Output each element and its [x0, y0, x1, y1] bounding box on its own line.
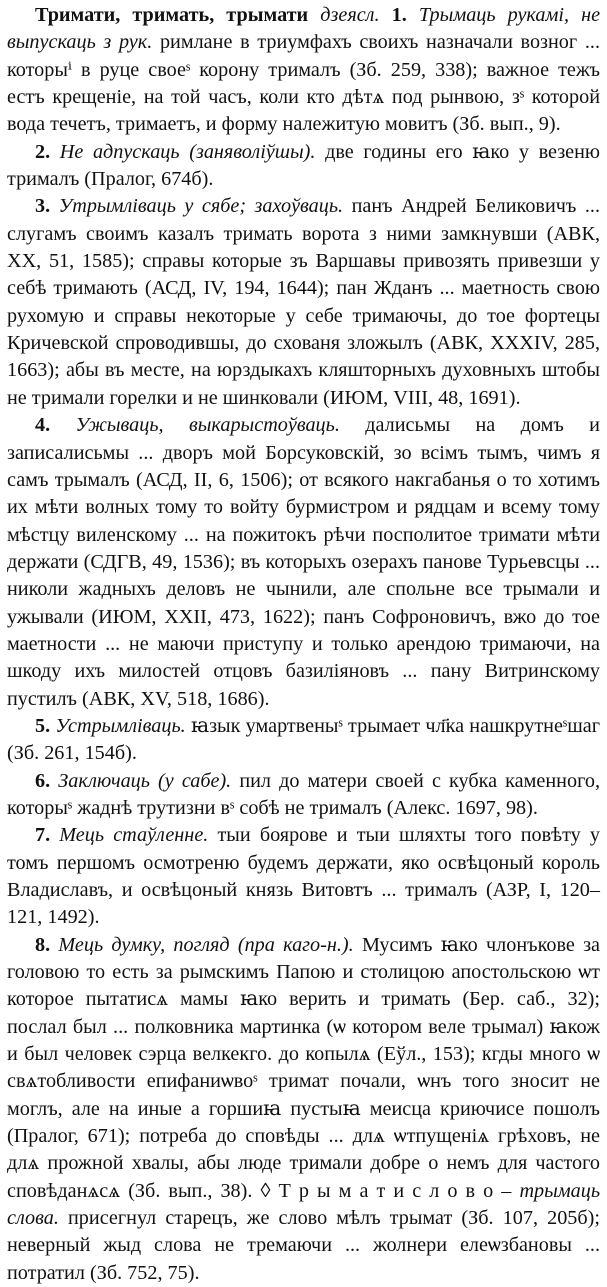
sense-number: 5. — [35, 714, 51, 737]
sense-number: 1. — [391, 4, 407, 26]
sense-definition: Устрымліваць. — [55, 714, 186, 737]
sense-definition: Мець стаўленне. — [59, 824, 209, 847]
sense-text: далисьмы на домъ и записалисьмы ... дворъ мой Борсуковскій, зо всімъ тымъ, чимъ я самъ трымалъ (АСД, II, 6, 1506); от всякого накгабанья о то хотимъ их мѣти волных тому то войту бурмистром и рядцам и всему тому мѣстцу виленскому ... на пожитокъ рѣчи посполитое тримати мѣти держати (СДГВ, 49, 1536); въ которыхъ озерахъ панове Турьевсцы ... николи жадныхъ деловъ не чынили, але спольне все трымали и ужывали (ИЮМ, XXII, 473, 1622); панъ Софроновичъ, вжо до тое маетности ... не маючи приступу и только арендою тримаючи, на шкоду ихъ милостей отцовъ базиліяновъ ... пану Витринскому пустилъ (АВК, XV, 518, 1686). — [7, 414, 600, 710]
sense-text: Мусимъ ꙗко члонъкове за головою то есть за рымскимъ Папою и столицою апостольскою ѡт которое пытатисѧ мамы ꙗко верить и тримать (Бер. саб., 32); послал был ... полковника мартинка (ѡ котором веле трымал) ꙗкож и был человек сэрца велкекго. до копылѧ (Еўл., 153); кгды много ѡ свѧтобливости епифаниѡвоˢ тримат почали, ѡнъ того зносит не моглъ, але на иные а горшиꙗ пустыꙗ меисца криючисе пошолъ (Пралог, 671); потреба до сповѣды ... длѧ ѡтпущеніѧ грѣховъ, не длѧ прожной хвалы, абы люде тримали добре о немъ для частого сповѣданѧсѧ (Зб. вып., 38). — [7, 933, 601, 1202]
sense-text: две годины его ꙗко у везеню трималъ (Пралог, 674б). — [7, 140, 601, 191]
sense-7-paragraph — [7, 822, 600, 931]
sense-number: 8. — [35, 933, 51, 956]
sense-text: римлане в триумфахъ своихъ назначали возног ... которыⁱ в руце своеˢ корону трималъ (Зб. 259, 338); важное тежъ естъ крещеніе, на той часъ, коли кто дѣтѧ под рынвою, зˢ которой вода течетъ, тримаетъ, и форму належитую мовитъ (Зб. вып., 9). — [7, 31, 600, 136]
sense-definition: Не адпускаць (заняволіўшы). — [59, 140, 316, 163]
sense-6-paragraph — [7, 768, 600, 823]
idiom-separator: – — [501, 1179, 512, 1202]
sense-number: 4. — [35, 414, 51, 437]
idiom-phrase: Т р ы м а т и с л о в о — [278, 1179, 494, 1202]
sense-definition: Заключаць (у сабе). — [58, 769, 232, 792]
sense-text: пил до матери своей с кубка каменного, которыˢ жаднѣ трутизни вˢ собѣ не трималъ (Алекс. 1697, 98). — [7, 769, 600, 819]
sense-text: ꙗзык умартвеныˢ трымает чл҃ка нашкрутнеˢшаг (Зб. 261, 154б). — [7, 714, 601, 765]
sense-1-paragraph — [7, 2, 600, 139]
sense-number: 7. — [35, 824, 51, 847]
sense-5-paragraph — [7, 713, 600, 768]
sense-text: панъ Андрей Беликовичъ ... слугамъ своимъ казалъ тримать ворота з ними замкнувши (АВК, XX, 51, 1585); справы которые зъ Варшавы привозять привезши у себѣ тримають (АСД, IV, 194, 1644); пан Жданъ ... маетность свою рухомую и справы некоторые у себе тримаючы, до тое фортецы Кричевской спроводившы, до схованя зложылъ (АВК, XXXIV, 285, 1663); абы въ месте, на юрздыкахъ кляшторныхъ духовныхъ штобы не тримали горелки и не шинковали (ИЮМ, VIII, 48, 1691). — [7, 195, 601, 409]
sense-2-paragraph — [7, 139, 600, 194]
sense-text: тыи боярове и тыи шляхты того повѣту у томъ першомъ осмотреню будемъ держати, яко освѣцоный король Владиславъ, и освѣцоный князь Витовтъ ... трималъ (АЗР, I, 120–121, 1492). — [7, 824, 601, 929]
idiom-marker: ◊ — [260, 1179, 271, 1202]
sense-3-paragraph — [7, 193, 600, 412]
sense-number: 6. — [35, 769, 51, 792]
part-of-speech: дзеясл. — [320, 4, 380, 26]
sense-4-paragraph — [7, 412, 600, 713]
sense-number: 2. — [35, 140, 51, 163]
headword: Тримати, тримать, трымати — [35, 4, 309, 26]
sense-definition: Трымаць рукамі, не выпускаць з рук. — [7, 4, 601, 54]
sense-definition: Мець думку, погляд (пра каго-н.). — [58, 933, 354, 956]
sense-definition: Утрымліваць у сябе; захоўваць. — [58, 195, 344, 218]
sense-number: 3. — [35, 195, 51, 218]
sense-8-paragraph — [7, 932, 600, 1287]
idiom-text: присегнул старецъ, же слово мѣлъ трымат (Зб. 107, 205б); неверный жыд слова не тремаючи ... жолнери елеѡзбановы ... потратил (Зб. 752, 75). — [7, 1207, 601, 1284]
sense-definition: Ужываць, выкарыстоўваць. — [75, 414, 340, 437]
idiom-definition: трымаць слова. — [7, 1179, 601, 1230]
